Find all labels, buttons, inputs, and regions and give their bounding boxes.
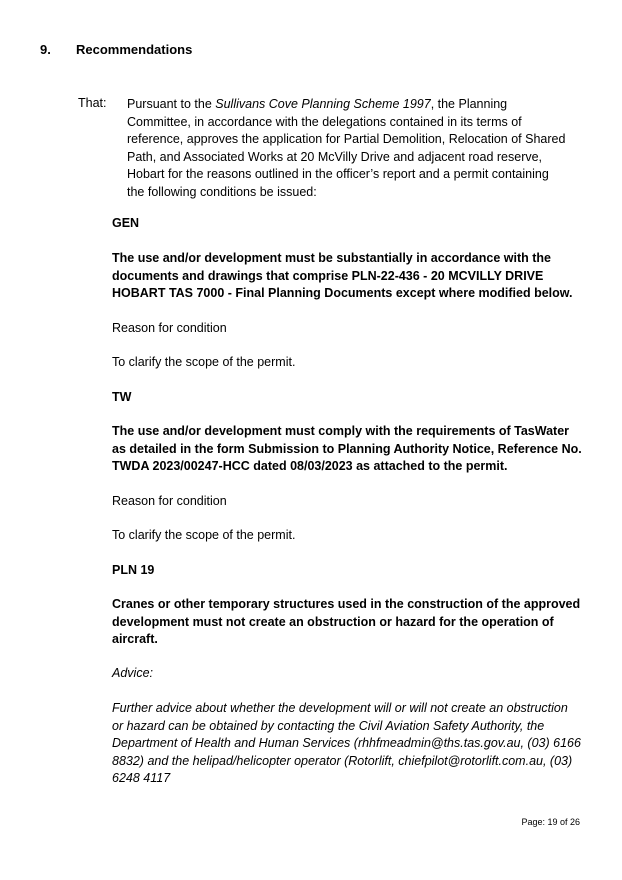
advice-text-pln19: Further advice about whether the development will or will not create an obstruction or hazard can be obtained by contacting the Civil Aviation Safety Authority, the Department of Health and Human Services (rhhfmeadmin@ths.tas.gov.au, (03) 6166 8832) and the helipad/helicopter operator (Rotorlift, chiefpilot@rotorlift.com.au, (03) 6248 4117 (112, 701, 581, 785)
condition-text-gen: The use and/or development must be substantially in accordance with the documents and drawings that comprise PLN-22-436 - 20 MCVILLY DRIVE HOBART TAS 7000 - Final Planning Documents except where modified below. (112, 251, 573, 300)
condition-code-gen: GEN (112, 216, 140, 230)
scheme-name: Sullivans Cove Planning Scheme 1997 (215, 97, 431, 111)
condition-text-pln19: Cranes or other temporary structures used in the construction of the approved development must not create an obstruction or hazard for the operation of aircraft. (112, 597, 581, 646)
section-title: Recommendations (76, 42, 193, 57)
reason-label-gen: Reason for condition (112, 321, 227, 335)
condition-code-pln19: PLN 19 (112, 563, 155, 577)
intro-text-before: Pursuant to the (127, 97, 216, 111)
section-number: 9. (40, 42, 51, 57)
condition-text-tw: The use and/or development must comply with the requirements of TasWater as detailed in the form Submission to Planning Authority Notice, Reference No. TWDA 2023/00247-HCC dated 08/03/2023 as attached to the permit. (112, 424, 582, 473)
reason-label-tw: Reason for condition (112, 494, 227, 508)
reason-text-tw: To clarify the scope of the permit. (112, 528, 296, 542)
reason-text-gen: To clarify the scope of the permit. (112, 355, 296, 369)
condition-code-tw: TW (112, 390, 132, 404)
intro-paragraph (127, 96, 567, 201)
advice-label-pln19: Advice: (112, 666, 153, 680)
page-number: Page: 19 of 26 (521, 817, 580, 827)
intro-text-after: , the Planning Committee, in accordance with the delegations contained in its terms of reference, approves the application for Partial Demolition, Relocation of Shared Path, and Associated Works at 20 McVilly Drive and adjacent road reserve, Hobart for the reasons outlined in the officer’s report and a permit containing the following conditions be issued: (127, 97, 566, 199)
that-label: That: (78, 96, 107, 110)
